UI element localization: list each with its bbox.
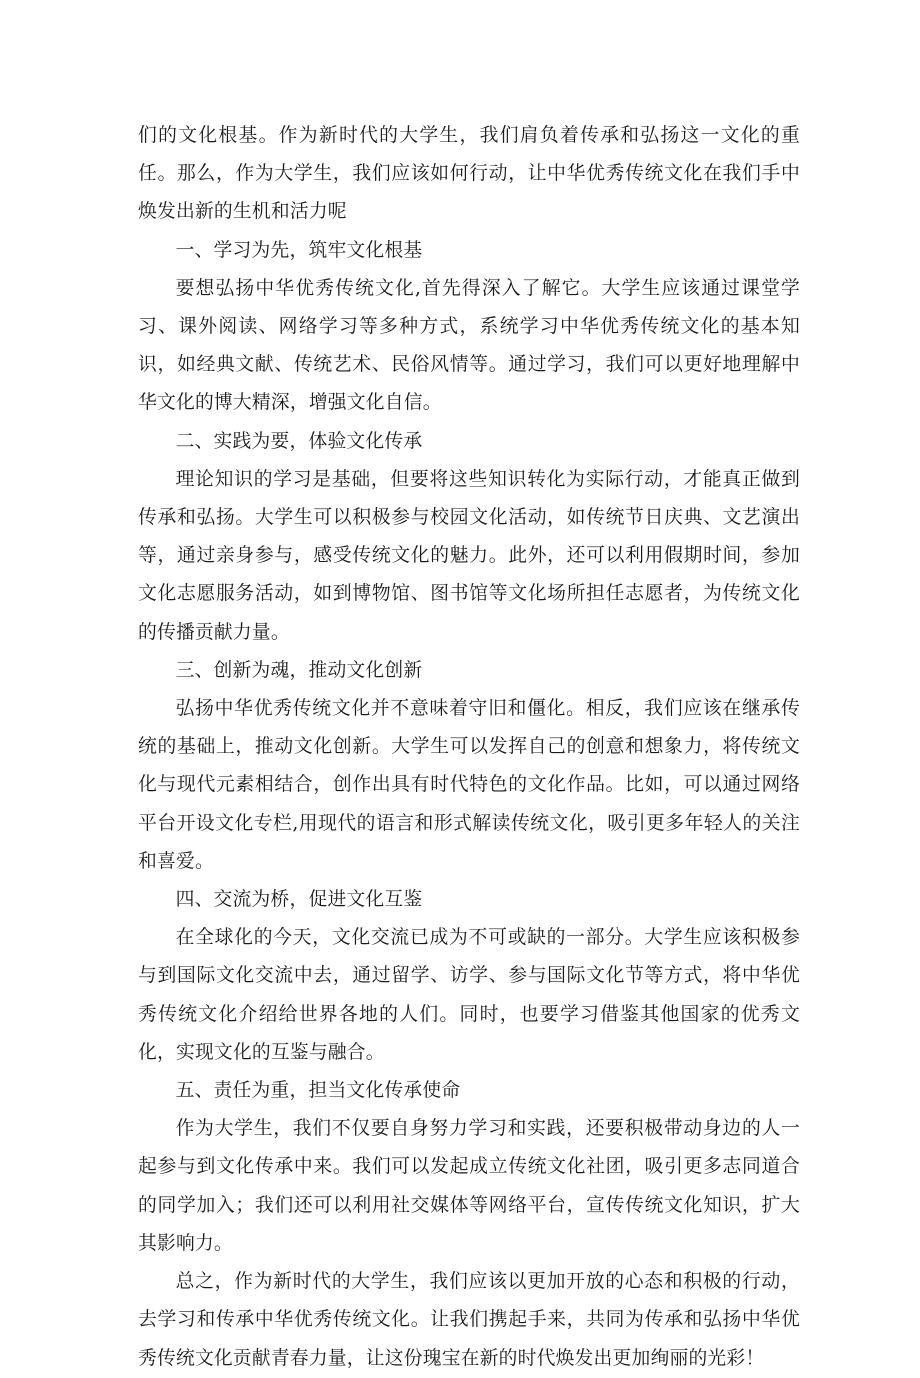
section-paragraph-5: 作为大学生，我们不仅要自身努力学习和实践，还要积极带动身边的人一起参与到文化传承中来。我们可以发起成立传统文化社团，吸引更多志同道合的同学加入；我们还可以利用社交媒体等网络平台，宣传传统文化知识，扩大其影响力。 — [138, 1118, 800, 1254]
section-heading-5: 五、责任为重，担当文化传承使命 — [175, 1080, 461, 1102]
section-heading-3: 三、创新为魂，推动文化创新 — [175, 659, 423, 681]
section-paragraph-2: 理论知识的学习是基础，但要将这些知识转化为实际行动，才能真正做到传承和弘扬。大学生可以积极参与校园文化活动，如传统节日庆典、文艺演出等，通过亲身参与，感受传统文化的魅力。此外，还可以利用假期时间，参加文化志愿服务活动，如到博物馆、图书馆等文化场所担任志愿者，为传统文化的传播贡献力量。 — [138, 468, 800, 643]
section-heading-4: 四、交流为桥，促进文化互鉴 — [175, 889, 423, 911]
section-heading-2: 二、实践为要，体验文化传承 — [175, 430, 423, 452]
section-heading-1: 一、学习为先，筑牢文化根基 — [175, 239, 423, 261]
section-paragraph-3: 弘扬中华优秀传统文化并不意味着守旧和僵化。相反，我们应该在继承传统的基础上，推动文化创新。大学生可以发挥自己的创意和想象力，将传统文化与现代元素相结合，创作出具有时代特色的文化作品。比如，可以通过网络平台开设文化专栏,用现代的语言和形式解读传统文化，吸引更多年轻人的关注和喜爱。 — [138, 698, 800, 872]
section-paragraph-4: 在全球化的今天，文化交流已成为不可或缺的一部分。大学生应该积极参与到国际文化交流中去，通过留学、访学、参与国际文化节等方式，将中华优秀传统文化介绍给世界各地的人们。同时，也要学习借鉴其他国家的优秀文化，实现文化的互鉴与融合。 — [138, 927, 800, 1063]
intro-paragraph: 们的文化根基。作为新时代的大学生，我们肩负着传承和弘扬这一文化的重任。那么，作为大学生，我们应该如何行动，让中华优秀传统文化在我们手中焕发出新的生机和活力呢 — [138, 125, 800, 223]
document-page — [138, 117, 800, 1378]
conclusion-paragraph: 总之，作为新时代的大学生，我们应该以更加开放的心态和积极的行动，去学习和传承中华优秀传统文化。让我们携起手来，共同为传承和弘扬中华优秀传统文化贡献青春力量，让这份瑰宝在新的时代焕发出更加绚丽的光彩！ — [138, 1271, 800, 1369]
section-paragraph-1: 要想弘扬中华优秀传统文化,首先得深入了解它。大学生应该通过课堂学习、课外阅读、网络学习等多种方式，系统学习中华优秀传统文化的基本知识，如经典文献、传统艺术、民俗风情等。通过学习，我们可以更好地理解中华文化的博大精深，增强文化自信。 — [138, 277, 800, 414]
